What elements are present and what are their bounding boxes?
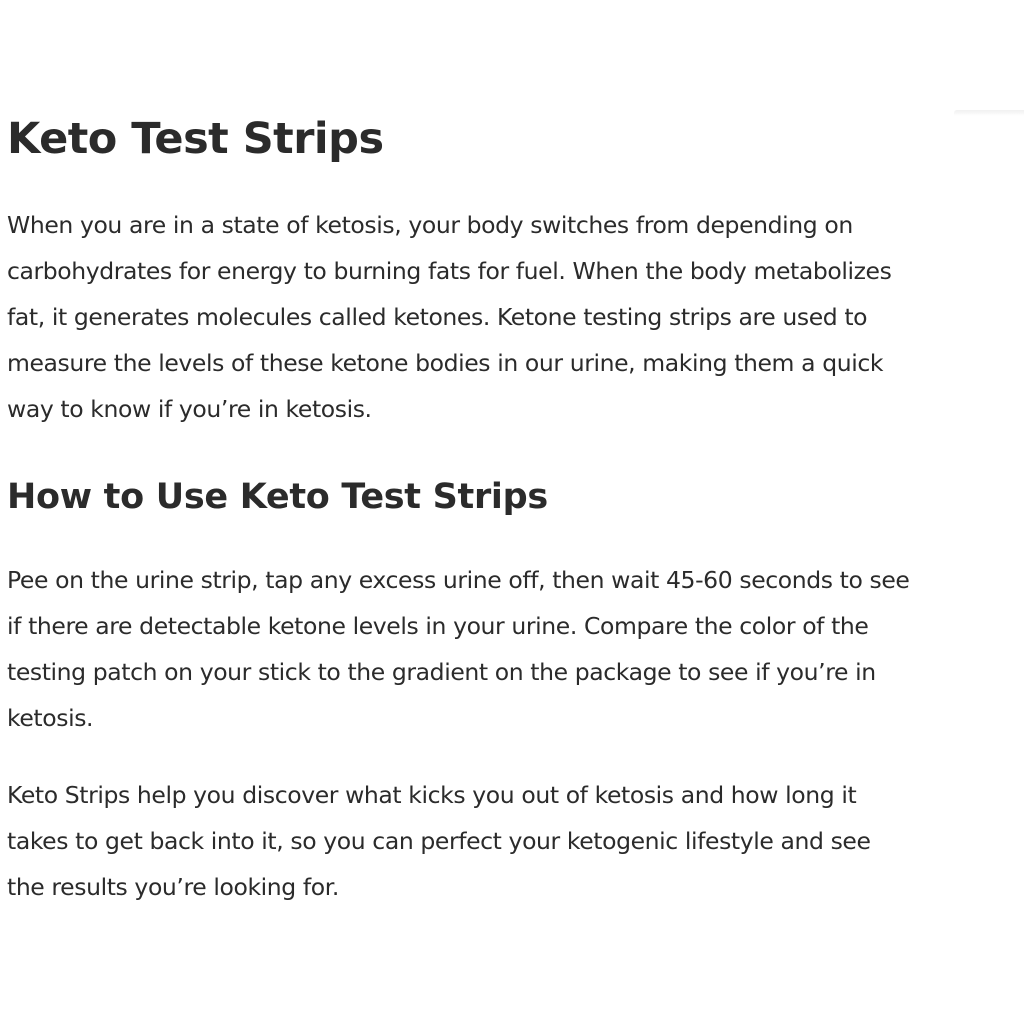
paragraph-line: ketosis. xyxy=(7,704,94,732)
paragraph-line: measure the levels of these ketone bodies in our urine, making them a quick xyxy=(7,349,884,377)
benefit-paragraph xyxy=(7,772,871,910)
paragraph-line: fat, it generates molecules called ketones. Ketone testing strips are used to xyxy=(7,303,868,331)
paragraph-line: When you are in a state of ketosis, your body switches from depending on xyxy=(7,211,853,239)
paragraph-line: Pee on the urine strip, tap any excess urine off, then wait 45-60 seconds to see xyxy=(7,566,910,594)
paragraph-line: the results you’re looking for. xyxy=(7,873,339,901)
paragraph-line: Keto Strips help you discover what kicks you out of ketosis and how long it xyxy=(7,781,857,809)
paragraph-line: testing patch on your stick to the gradient on the package to see if you’re in xyxy=(7,658,876,686)
page-title: Keto Test Strips xyxy=(7,114,384,164)
paragraph-line: way to know if you’re in ketosis. xyxy=(7,395,372,423)
usage-paragraph xyxy=(7,557,910,741)
section-heading: How to Use Keto Test Strips xyxy=(7,477,548,517)
paragraph-line: carbohydrates for energy to burning fats for fuel. When the body metabolizes xyxy=(7,257,892,285)
paragraph-line: takes to get back into it, so you can perfect your ketogenic lifestyle and see xyxy=(7,827,871,855)
intro-paragraph xyxy=(7,202,891,432)
header-shadow xyxy=(954,110,1024,116)
paragraph-line: if there are detectable ketone levels in your urine. Compare the color of the xyxy=(7,612,869,640)
